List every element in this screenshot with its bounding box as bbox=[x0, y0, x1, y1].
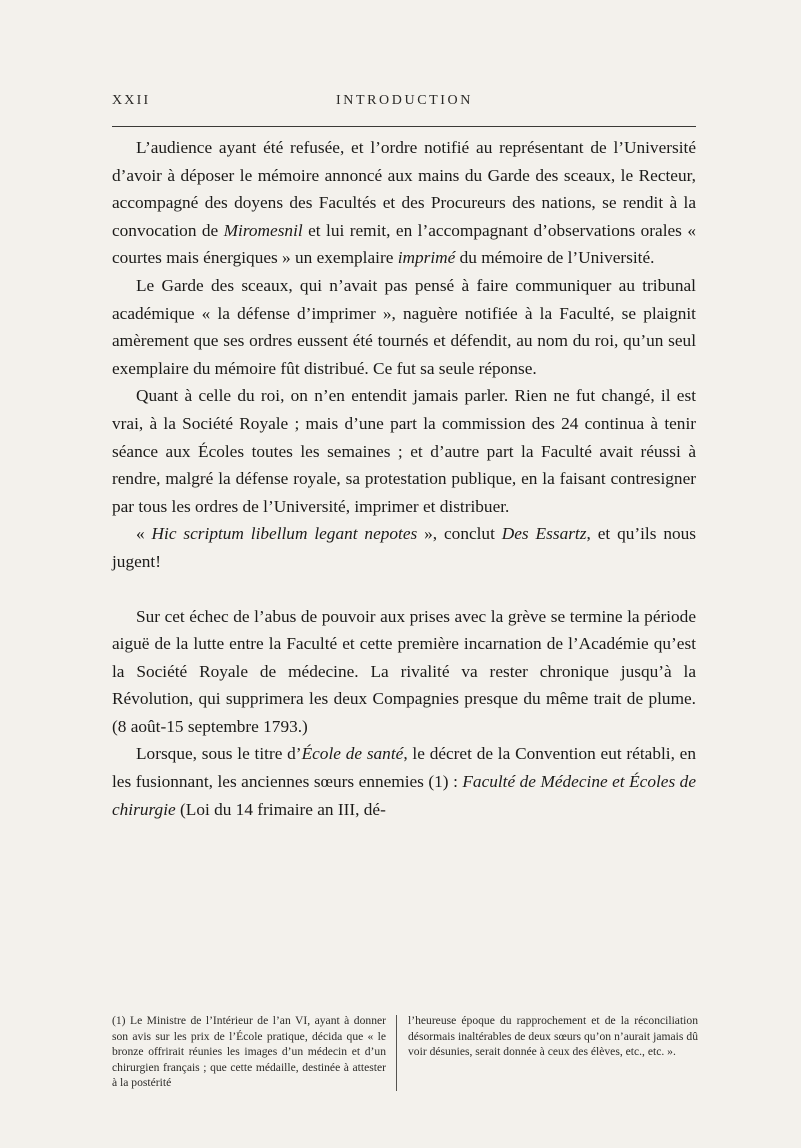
main-text bbox=[112, 134, 696, 823]
text-span: « bbox=[136, 524, 152, 544]
italic-name-miromesnil: Miromesnil bbox=[223, 220, 303, 240]
italic-faculte-title: Faculté de Médecine et Écoles de chirurgie bbox=[112, 772, 696, 819]
footnote-column-right: l’heureuse époque du rapprochement et de la réconciliation désormais inaltérables de deux sœurs qu’on n’aurait jamais dû voir désunies, serait donnée à ceux des élèves, etc., etc. ». bbox=[408, 1014, 698, 1059]
italic-name-des-essartz: Des Essartz bbox=[501, 524, 587, 544]
footnote-column-divider bbox=[396, 1015, 397, 1091]
paragraph-1 bbox=[112, 134, 696, 272]
text-span: (Loi du 14 frimaire an III, dé- bbox=[175, 799, 386, 819]
text-span: , et qu’ils nous jugent! bbox=[112, 524, 696, 571]
italic-latin-quote: Hic scriptum libellum legant nepotes bbox=[151, 524, 418, 544]
running-head bbox=[112, 93, 694, 115]
paragraph-4 bbox=[112, 520, 696, 575]
paragraph-2: Le Garde des sceaux, qui n’avait pas pensé à faire communiquer au tribunal académique « la défense d’imprimer », naguère notifiée à la Faculté, se plaignit amèrement que ses ordres eussent été tournés et défendit, au nom du roi, qu’un seul exemplaire du mémoire fût distribué. Ce fut sa seule réponse. bbox=[112, 275, 696, 378]
footnote-column-left: (1) Le Ministre de l’Intérieur de l’an VI, ayant à donner son avis sur les prix de l’École pratique, décida que « le bronze offrirait réunies les images d’un médecin et d’un chirurgien français ; que cette médaille, destinée à attester à la postérité bbox=[112, 1014, 386, 1090]
paragraph-3: Quant à celle du roi, on n’en entendit jamais parler. Rien ne fut changé, il est vrai, à la Société Royale ; mais d’une part la commission des 24 continua à tenir séance aux Écoles toutes les semaines ; et d’autre part la Faculté avait réussi à rendre, malgré la défense royale, sa protestation publique, en la faisant contresigner par tous les ordres de l’Université, imprimer et distribuer. bbox=[112, 386, 696, 516]
text-span: Lorsque, sous le titre d’ bbox=[136, 744, 302, 764]
text-span: , le décret de la Convention eut rétabli, en les fusionnant, les anciennes sœurs ennemies (1) : bbox=[112, 744, 696, 792]
page-folio: XXII bbox=[112, 93, 151, 108]
italic-ecole-de-sante: École de santé bbox=[301, 744, 404, 764]
paragraph-5: Sur cet échec de l’abus de pouvoir aux prises avec la grève se termine la période aiguë de la lutte entre la Faculté et cette première incarnation de l’Académie qu’est la Société Royale de médecine. La rivalité va rester chronique jusqu’à la Révolution, qui supprimera les deux Compagnies presque du même trait de plume. (8 août-15 septembre 1793.) bbox=[112, 606, 696, 736]
text-span: du mémoire de l’Université. bbox=[455, 248, 655, 268]
italic-word-imprime: imprimé bbox=[397, 248, 456, 268]
text-span: », conclut bbox=[417, 524, 502, 544]
paragraph-6 bbox=[112, 740, 696, 823]
text-span: L’audience ayant été refusée, et l’ordre notifié au représentant de l’Université d’avoir à déposer le mémoire annoncé aux mains du Garde des sceaux, le Recteur, accompagné des doyens des Facultés et des Procureurs des nations, se rendit à la convocation de bbox=[112, 138, 696, 240]
running-title: INTRODUCTION bbox=[336, 93, 473, 108]
header-rule bbox=[112, 126, 696, 127]
text-span: et lui remit, en l’accompagnant d’observations orales « courtes mais énergiques » un exemplaire bbox=[112, 220, 696, 268]
